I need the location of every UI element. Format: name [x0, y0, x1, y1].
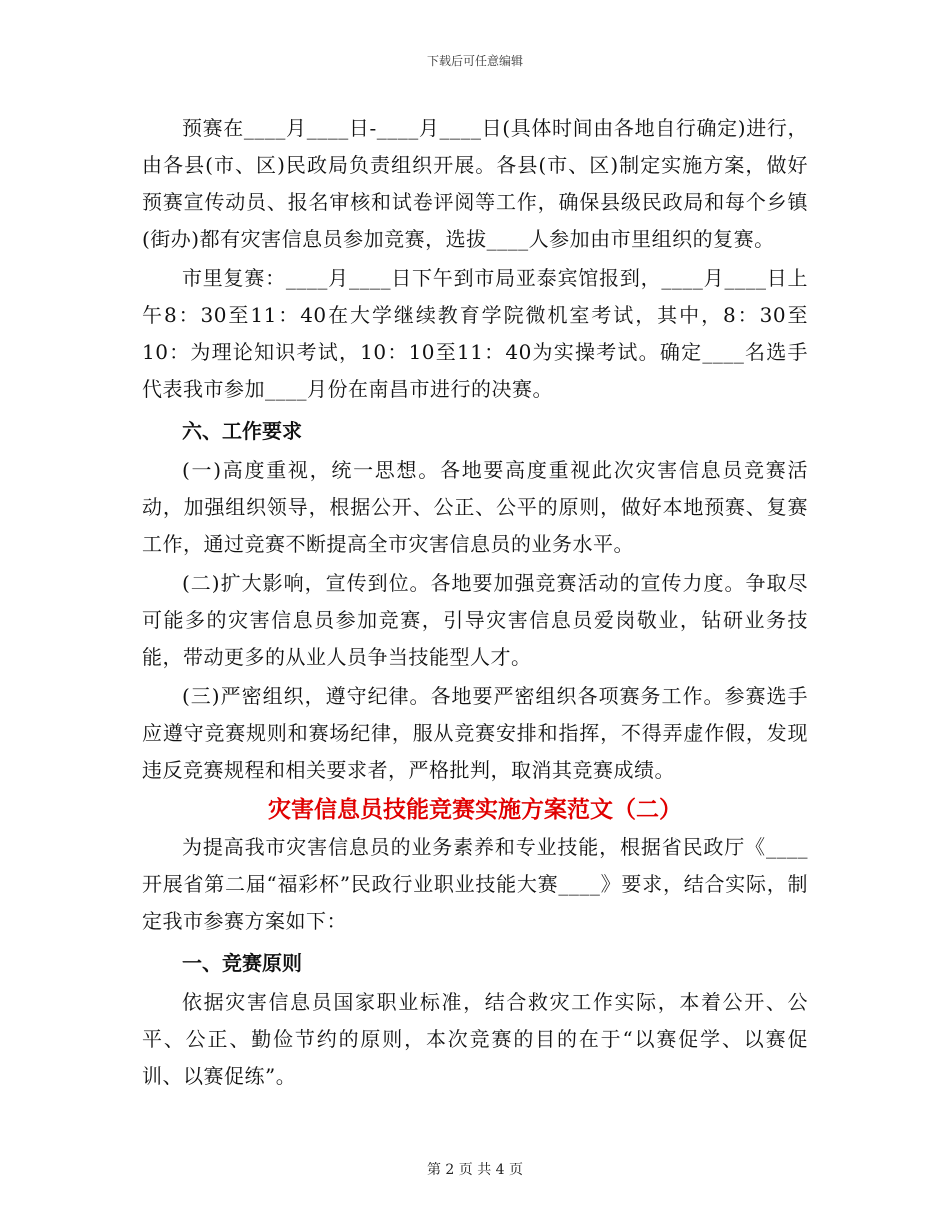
principles-paragraph: 依据灾害信息员国家职业标准，结合救灾工作实际，本着公开、公平、公正、勤俭节约的原则，本次竞赛的目的在于“以赛促学、以赛促训、以赛促练”。 [142, 990, 808, 1088]
page-header-note: 下载后可任意编辑 [426, 54, 523, 68]
paragraph-preliminary: 预赛在____月____日-____月____日(具体时间由各地自行确定)进行，由各县(市、区)民政局负责组织开展。各县(市、区)制定实施方案，做好预赛宣传动员、报名审核和试卷评阅等工作，确保县级民政局和每个乡镇(街办)都有灾害信息员参加竞赛，选拔____人参加由市里组织的复赛。 [142, 116, 808, 251]
document-body [142, 110, 808, 1095]
requirement-item-3: (三)严密组织，遵守纪律。各地要严密组织各项赛务工作。参赛选手应遵守竞赛规则和赛场纪律，服从竞赛安排和指挥，不得弄虚作假，发现违反竞赛规程和相关要求者，严格批判，取消其竞赛成绩。 [142, 684, 808, 782]
requirement-item-2: (二)扩大影响，宣传到位。各地要加强竞赛活动的宣传力度。争取尽可能多的灾害信息员参加竞赛，引导灾害信息员爱岗敬业，钻研业务技能，带动更多的从业人员争当技能型人才。 [142, 571, 808, 669]
heading-work-requirements: 六、工作要求 [182, 419, 302, 443]
section-title: 灾害信息员技能竞赛实施方案范文（二） [268, 796, 682, 823]
paragraph-semifinal: 市里复赛：____月____日下午到市局亚泰宾馆报到，____月____日上午8：30至11：40在大学继续教育学院微机室考试，其中，8：30至10：为理论知识考试，10：10至11：40为实操考试。确定____名选手代表我市参加____月份在南昌市进行的决赛。 [142, 266, 808, 401]
requirement-item-1: (一)高度重视，统一思想。各地要高度重视此次灾害信息员竞赛活动，加强组织领导，根据公开、公正、公平的原则，做好本地预赛、复赛工作，通过竞赛不断提高全市灾害信息员的业务水平。 [142, 458, 808, 556]
intro-paragraph: 为提高我市灾害信息员的业务素养和专业技能，根据省民政厅《____开展省第二届“福彩杯”民政行业职业技能大赛____》要求，结合实际，制定我市参赛方案如下： [142, 835, 808, 933]
page-number: 第 2 页 共 4 页 [426, 1162, 524, 1178]
heading-competition-principles: 一、竞赛原则 [182, 951, 302, 975]
